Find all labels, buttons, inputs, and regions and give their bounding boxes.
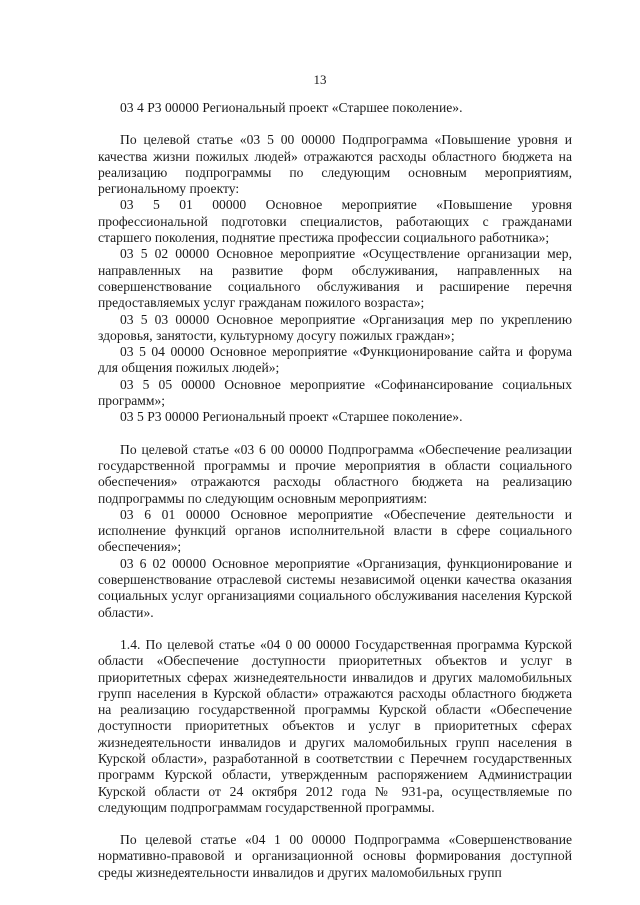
paragraph-measure-03503: 03 5 03 00000 Основное мероприятие «Организация мер по укреплению здоровья, занятости, культурному досугу пожилых граждан»; (98, 311, 572, 343)
paragraph-program-04: 1.4. По целевой статье «04 0 00 00000 Государственная программа Курской области «Обеспечение доступности приоритетных объектов и услуг в приоритетных сферах жизнедеятельности инвалидов и других маломобильных групп населения в Курской области» отражаются расходы областного бюджета на реализацию государственной программы Курской области «Обеспечение доступности приоритетных объектов и услуг в приоритетных сферах жизнедеятельности инвалидов и других маломобильных групп населения в Курской области», разработанной в соответствии с Перечнем государственных программ Курской области, утвержденным распоряжением Администрации Курской области от 24 октября 2012 года № 931-ра, осуществляемые по следующим подпрограммам государственной программы. (98, 636, 572, 815)
paragraph-regional-project-035: 03 5 Р3 00000 Региональный проект «Старшее поколение». (120, 409, 463, 425)
paragraph-subprogram-041: По целевой статье «04 1 00 00000 Подпрограмма «Совершенствование нормативно-правовой и организационной основы формирования доступной среды жизнедеятельности инвалидов и других маломобильных групп (98, 832, 572, 880)
paragraph-measure-03504: 03 5 04 00000 Основное мероприятие «Функционирование сайта и форума для общения пожилых людей»; (98, 344, 572, 376)
paragraph-measure-03601: 03 6 01 00000 Основное мероприятие «Обеспечение деятельности и исполнение функций органов исполнительной власти в сфере социального обеспечения»; (98, 506, 572, 555)
paragraph-subprogram-036: По целевой статье «03 6 00 00000 Подпрограмма «Обеспечение реализации государственной программы и прочие мероприятия в области социального обеспечения» отражаются расходы областного бюджета на реализацию подпрограммы по следующим основным мероприятиям: (98, 441, 572, 506)
paragraph-measure-03505: 03 5 05 00000 Основное мероприятие «Софинансирование социальных программ»; (98, 376, 572, 409)
paragraph-subprogram-035: По целевой статье «03 5 00 00000 Подпрограмма «Повышение уровня и качества жизни пожилых людей» отражаются расходы областного бюджета на реализацию подпрограммы по следующим основным мероприятиям, региональному проекту: (98, 132, 572, 197)
document-body (98, 100, 572, 881)
paragraph-regional-project-034: 03 4 Р3 00000 Региональный проект «Старшее поколение». (120, 100, 463, 115)
page-number: 13 (313, 72, 327, 87)
paragraph-measure-03502: 03 5 02 00000 Основное мероприятие «Осуществление организации мер, направленных на развитие форм обслуживания, направленных на совершенствование социального обслуживания и расширение перечня предоставляемых услуг гражданам пожилого возраста»; (98, 246, 572, 311)
paragraph-measure-03602: 03 6 02 00000 Основное мероприятие «Организация, функционирование и совершенствование отраслевой системы независимой оценки качества оказания социальных услуг организациями социального обслуживания населения Курской области». (98, 555, 572, 620)
paragraph-measure-03501: 03 5 01 00000 Основное мероприятие «Повышение уровня профессиональной подготовки специалистов, работающих с гражданами старшего поколения, поднятие престижа профессии социального работника»; (98, 197, 572, 246)
